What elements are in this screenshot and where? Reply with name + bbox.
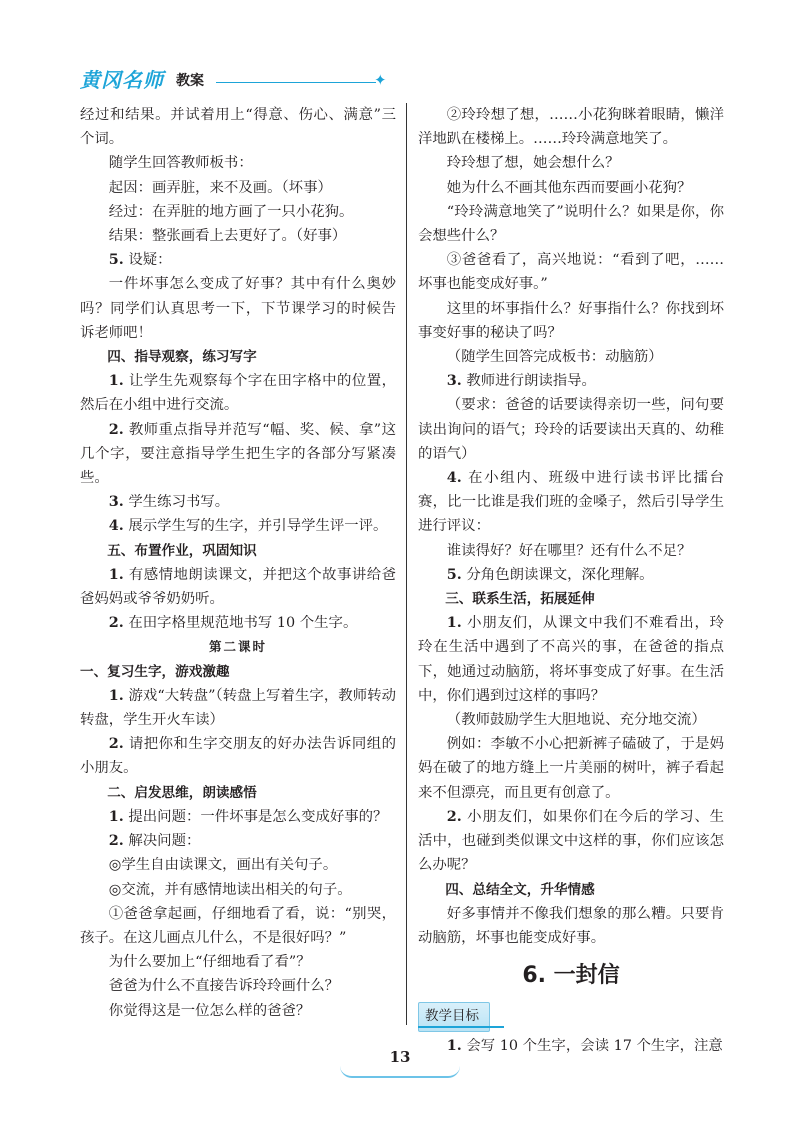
paragraph: [80, 200, 396, 224]
paragraph-text: ◎学生自由读课文，画出有关句子。: [108, 857, 338, 874]
right-column: [418, 103, 724, 1059]
paragraph: [80, 103, 396, 151]
header-rule: [216, 82, 376, 83]
paragraph-text: 玲玲想了想，她会想什么？: [446, 155, 620, 172]
page-header: [80, 60, 387, 100]
paragraph: [418, 611, 724, 708]
paragraph: [418, 878, 724, 902]
paragraph-text: 小朋友们，如果你们在今后的学习、生活中，也碰到类似课文中这样的事，你们应该怎么办呢？: [418, 808, 724, 874]
paragraph: [80, 369, 396, 417]
page-number: 13: [389, 1048, 411, 1066]
paragraph-text: 小朋友们，从课文中我们不难看出，玲玲在生活中遇到了不高兴的事，在爸爸的指点下，她通过动脑筋，将坏事变成了好事。在生活中，你们遇到过这样的事吗？: [418, 615, 724, 704]
goal-number: 1.: [446, 1037, 462, 1055]
paragraph: [418, 200, 724, 248]
paragraph: [418, 563, 724, 587]
paragraph: [80, 418, 396, 491]
paragraph: [418, 151, 724, 175]
paragraph-text: （随学生回答完成板书：动脑筋）: [446, 349, 663, 366]
paragraph-text: 你觉得这是一位怎么样的爸爸？: [108, 1002, 311, 1019]
paragraph: [80, 539, 396, 563]
paragraph: [418, 902, 724, 950]
paragraph: [418, 732, 724, 805]
paragraph-text: （要求：爸爸的话要读得亲切一些，问句要读出询问的语气；玲玲的话要读出天真的、幼稚的语气）: [418, 397, 724, 462]
paragraph: [418, 248, 724, 296]
paragraph: [80, 853, 396, 877]
paragraph: [80, 829, 396, 853]
paragraph: [80, 611, 396, 635]
item-number: 4.: [108, 517, 124, 535]
paragraph-text: 四、指导观察，练习写字: [107, 349, 257, 366]
paragraph-text: 五、布置作业，巩固知识: [107, 542, 257, 559]
paragraph: [80, 660, 396, 684]
paragraph: [80, 878, 396, 902]
sparkle-icon: ✦: [374, 71, 387, 89]
item-number: 1.: [446, 614, 462, 632]
paragraph-text: 这里的坏事指什么？好事指什么？你找到坏事变好事的秘诀了吗？: [418, 300, 724, 341]
item-number: 1.: [108, 807, 124, 825]
paragraph-text: 四、总结全文，升华情感: [445, 881, 595, 898]
item-number: 2.: [446, 807, 462, 825]
goal-tag-underline: [418, 1026, 504, 1028]
brand-subtitle: 教案: [176, 73, 204, 89]
paragraph-text: 有感情地朗读课文，并把这个故事讲给爸爸妈妈或爷爷奶奶听。: [80, 566, 396, 608]
paragraph: [80, 902, 396, 950]
paragraph-text: ①爸爸拿起画，仔细地看了看，说：“别哭，孩子。在这儿画点儿什么，不是很好吗？”: [80, 905, 396, 946]
paragraph-text: 在田字格里规范地书写 10 个生字。: [123, 615, 358, 632]
paragraph-text: 例如：李敏不小心把新裤子磕破了，于是妈妈在破了的地方缝上一片美丽的树叶，裤子看起来不但漂亮，而且更有创意了。: [418, 736, 724, 801]
right-paragraphs: [418, 103, 724, 950]
paragraph-text: （教师鼓励学生大胆地说、充分地交流）: [446, 712, 706, 729]
paragraph-text: 二、启发思维，朗读感悟: [107, 784, 257, 801]
paragraph: [80, 999, 396, 1023]
paragraph-text: 一、复习生字，游戏激趣: [80, 663, 230, 680]
paragraph-text: 好多事情并不像我们想象的那么糟。只要肯动脑筋，坏事也能变成好事。: [418, 905, 724, 946]
paragraph-text: 让学生先观察每个字在田字格中的位置，然后在小组中进行交流。: [80, 373, 396, 414]
paragraph: [418, 805, 724, 878]
goal-tag-wrap: [418, 1002, 724, 1028]
column-divider: [406, 103, 407, 1025]
paragraph-text: ②玲玲想了想，……小花狗眯着眼睛，懒洋洋地趴在楼梯上。……玲玲满意地笑了。: [418, 107, 724, 148]
paragraph: [418, 466, 724, 539]
paragraph-text: 经过：在弄脏的地方画了一只小花狗。: [108, 203, 354, 220]
paragraph-text: 设疑：: [123, 252, 172, 269]
paragraph: [80, 974, 396, 998]
page-number-decoration: [340, 1066, 460, 1078]
paragraph: [80, 345, 396, 369]
item-number: 2.: [108, 614, 124, 632]
item-number: 3.: [446, 372, 462, 390]
paragraph: [418, 345, 724, 369]
paragraph: [80, 950, 396, 974]
item-number: 1.: [108, 565, 124, 583]
paragraph-text: 起因：画弄脏，来不及画。（坏事）: [108, 179, 332, 196]
paragraph: [418, 587, 724, 611]
paragraph-text: 学生练习书写。: [123, 494, 230, 511]
paragraph: [80, 151, 396, 175]
item-number: 5.: [108, 251, 124, 269]
paragraph: [418, 393, 724, 466]
paragraph-text: ③爸爸看了，高兴地说：“看到了吧，……坏事也能变成好事。”: [418, 252, 724, 293]
left-column: [80, 103, 396, 1023]
paragraph-text: 一件坏事怎么变成了好事？其中有什么奥妙吗？同学们认真思考一下，下节课学习的时候告诉老师吧！: [80, 276, 396, 341]
paragraph-text: ◎交流，并有感情地读出相关的句子。: [108, 881, 352, 898]
paragraph: [80, 563, 396, 611]
lesson-title: 6. 一封信: [522, 963, 620, 989]
item-number: 2.: [108, 735, 124, 753]
paragraph: [418, 708, 724, 732]
paragraph: [80, 635, 396, 659]
item-number: 1.: [108, 686, 124, 704]
paragraph-text: “玲玲满意地笑了”说明什么？如果是你，你会想些什么？: [418, 203, 724, 245]
paragraph-text: 第二课时: [208, 639, 267, 655]
item-number: 2.: [108, 420, 124, 438]
paragraph-text: 分角色朗读课文，深化理解。: [461, 566, 654, 583]
paragraph: [418, 297, 724, 345]
paragraph-text: 她为什么不画其他东西而要画小花狗？: [446, 179, 692, 196]
paragraph: [80, 224, 396, 248]
brand-logo: 黄冈名师: [80, 68, 164, 92]
paragraph: [80, 490, 396, 514]
paragraph-text: 展示学生写的生字，并引导学生评一评。: [123, 518, 388, 535]
paragraph-text: 解决问题：: [123, 833, 201, 850]
paragraph-text: 谁读得好？好在哪里？还有什么不足？: [446, 542, 692, 559]
paragraph-text: 在小组内、班级中进行读书评比擂台赛，比一比谁是我们班的金嗓子，然后引导学生进行评议：: [418, 470, 724, 535]
paragraph: [418, 539, 724, 563]
paragraph-text: 为什么要加上“仔细地看了看”？: [108, 954, 311, 971]
paragraph: [80, 514, 396, 538]
goal-tag: 教学目标: [418, 1002, 490, 1031]
paragraph: [80, 805, 396, 829]
paragraph-text: 提出问题：一件坏事是怎么变成好事的？: [123, 808, 388, 825]
paragraph: [80, 684, 396, 732]
paragraph: [80, 732, 396, 780]
paragraph-text: 三、联系生活，拓展延伸: [445, 591, 595, 608]
paragraph: [418, 176, 724, 200]
paragraph: [80, 248, 396, 272]
paragraph-text: 教师进行朗读指导。: [461, 373, 596, 390]
goal-text: 会写 10 个生字，会读 17 个生字，注意: [461, 1038, 723, 1055]
item-number: 3.: [108, 493, 124, 511]
paragraph-text: 教师重点指导并范写“幅、奖、候、拿”这几个字，要注意指导学生把生字的各部分写紧凑些。: [80, 421, 396, 487]
item-number: 4.: [446, 469, 462, 487]
paragraph-text: 随学生回答教师板书：: [108, 155, 253, 172]
paragraph-text: 游戏“大转盘”（转盘上写着生字，教师转动转盘，学生开火车读）: [80, 687, 396, 729]
item-number: 5.: [446, 565, 462, 583]
paragraph-text: 经过和结果。并试着用上“得意、伤心、满意”三个词。: [80, 107, 396, 148]
paragraph: [80, 176, 396, 200]
paragraph: [80, 272, 396, 345]
item-number: 2.: [108, 832, 124, 850]
paragraph: [80, 781, 396, 805]
paragraph-text: 请把你和生字交朋友的好办法告诉同组的小朋友。: [80, 736, 396, 777]
paragraph: [418, 369, 724, 393]
item-number: 1.: [108, 372, 124, 390]
paragraph-text: 结果：整张画看上去更好了。（好事）: [108, 228, 347, 245]
paragraph-text: 爸爸为什么不直接告诉玲玲画什么？: [108, 978, 340, 995]
paragraph: [418, 103, 724, 151]
